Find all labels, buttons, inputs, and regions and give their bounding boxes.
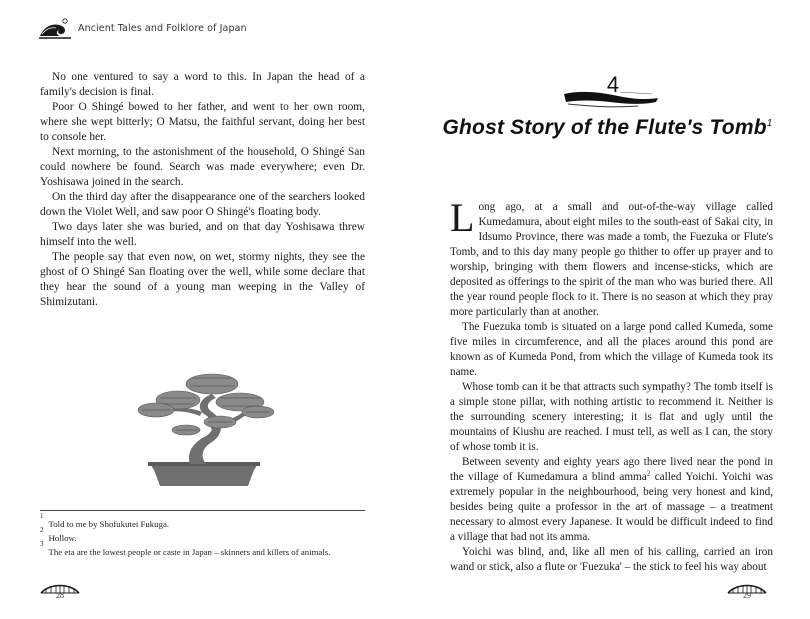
drop-cap: L: [450, 195, 475, 240]
paragraph: The Fuezuka tomb is situated on a large pond called Kumeda, some five miles in circumference, and all the places around this pond are known as of Kumeda Pond, from which the village of Kumeda took its name.: [450, 321, 773, 378]
paragraph: Whose tomb can it be that attracts such sympathy? The tomb itself is a simple stone pillar, with nothing artistic to recommend it. Neither is the surrounding scenery interesting; it is flat and ugly until the mountains of Kiushu are reached. I must tell, as well as I can, the story of whose tomb it is.: [450, 381, 773, 453]
paragraph: Next morning, to the astonishment of the household, O Shingé San could nowhere be found. Search was made everywhere; even Dr. Yoshisawa joined in the search.: [40, 146, 365, 188]
paragraph: The people say that even now, on wet, stormy nights, they see the ghost of O Shingé San floating over the well, while some declare that they hear the sound of a young man weeping in the Valley of Shimizutani.: [40, 251, 365, 308]
left-body-text: [40, 70, 365, 310]
footnote-mark: 2: [40, 526, 44, 534]
footnotes: [40, 512, 370, 559]
bonsai-tree-illustration: [120, 360, 285, 492]
paragraph: [450, 195, 773, 320]
book-title: Ancient Tales and Folklore of Japan: [78, 22, 247, 34]
chapter-title: [405, 116, 810, 140]
running-header: [38, 16, 247, 40]
chapter-title-text: Ghost Story of the Flute's Tomb: [442, 116, 767, 139]
right-page: [405, 0, 810, 619]
page-number: 29: [743, 591, 751, 600]
chapter-number-block: [560, 72, 660, 112]
footnote-text: Told to me by Shofukutei Fukuga.: [48, 519, 170, 529]
footnote-text: Hollow.: [48, 533, 77, 543]
footnote-mark: 1: [40, 512, 44, 520]
footnote-ref: 2: [646, 469, 651, 478]
footnote: [40, 526, 370, 545]
footnote-text: The eta are the lowest people or caste in Japan – skinners and killers of animals.: [48, 547, 331, 557]
page-number: 28: [56, 591, 64, 600]
paragraph: [450, 455, 773, 545]
paragraph: On the third day after the disappearance one of the searchers looked down the Violet Well, and saw poor O Shingé's floating body.: [40, 191, 365, 218]
paragraph-text: called Yoichi. Yoichi was extremely popular in the neighbourhood, being very honest and kind, besides being quite a professor in the art of massage – a treatment necessary to almost every Japanese. It would be difficult indeed to find a village that had not its amma.: [450, 471, 773, 543]
paragraph-text: Between seventy and eighty years ago there lived near the pond in the village of Kumedamura a blind amma: [450, 456, 773, 483]
footnote: [40, 540, 370, 559]
paragraph: No one ventured to say a word to this. In Japan the head of a family's decision is final.: [40, 71, 365, 98]
paragraph: Yoichi was blind, and, like all men of his calling, carried an iron wand or stick, also a flute or 'Fuezuka' – the stick to feel his way about: [450, 546, 773, 573]
chapter-number: 4: [606, 72, 620, 97]
paragraph-text: ong ago, at a small and out-of-the-way village called Kumedamura, about eight miles to the south-east of Sakai city, in Idsumo Province, there was made a tomb, the Fuezuka or Flute's Tomb, and to this day many people go thither to offer up prayer and to worship, bringing with them flowers and incense-sticks, which are deposited as offerings to the spirit of the man who was buried there. All the year round people flock to it. There is no season at which they pray more particularly than at another.: [450, 201, 773, 318]
page-number-ornament: [727, 582, 767, 600]
footnote-divider: [40, 510, 365, 511]
right-body-text: [450, 195, 773, 575]
footnote-ref: 1: [766, 118, 773, 129]
paragraph: Two days later she was buried, and on that day Yoshisawa threw himself into the well.: [40, 221, 365, 248]
footnote: [40, 512, 370, 531]
footnote-mark: 3: [40, 540, 44, 548]
page-number-ornament: [40, 582, 80, 600]
paragraph: Poor O Shingé bowed to her father, and went to her own room, where she wept bitterly; O Matsu, the faithful servant, doing her best to console her.: [40, 101, 365, 143]
wave-logo-icon: [38, 16, 72, 40]
